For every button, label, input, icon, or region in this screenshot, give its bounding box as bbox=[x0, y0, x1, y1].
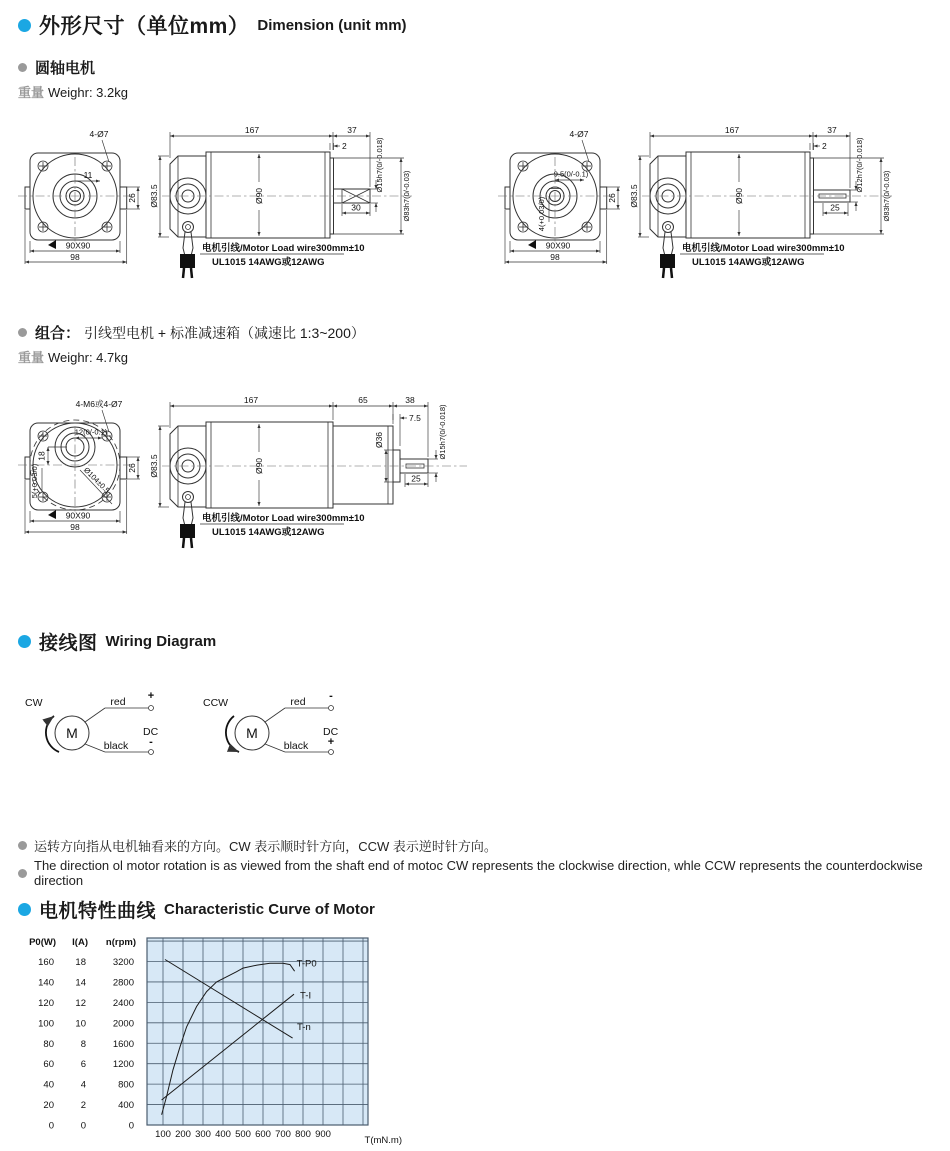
dim-pilot-dia: Ø83h7(0/-0.03) bbox=[402, 170, 411, 222]
combo-title-text: 引线型电机 + 标准减速箱（减速比 1:3~200） bbox=[84, 324, 365, 341]
y-tick-label: 4 bbox=[80, 1079, 86, 1091]
dim-pilot-len: 2 bbox=[822, 141, 827, 151]
wire-black-label: black bbox=[103, 740, 129, 752]
y-tick-label: 0 bbox=[128, 1120, 134, 1132]
characteristic-curve-chart bbox=[8, 926, 408, 1151]
dim-boss-len: 7.5 bbox=[409, 413, 421, 423]
section-bullet-icon bbox=[18, 903, 31, 916]
dim-key-depth: 9.5(0/-0.1) bbox=[553, 169, 589, 179]
y-tick-label: 2000 bbox=[112, 1018, 134, 1030]
combo-title-label: 组合： bbox=[35, 325, 81, 342]
wire-label-1: 电机引线/Motor Load wire300mm±10 bbox=[202, 513, 365, 524]
rotation-note-en bbox=[18, 858, 950, 888]
section-title-en: Dimension (unit mm) bbox=[257, 16, 407, 34]
rotation-direction-label: CW bbox=[25, 697, 43, 709]
y-tick-label: 800 bbox=[118, 1079, 134, 1091]
weight-value: Weighr: 3.2kg bbox=[48, 85, 128, 100]
side-view bbox=[629, 125, 892, 278]
dim-inner: 90X90 bbox=[545, 240, 571, 251]
dim-shaft-len: 38 bbox=[405, 395, 415, 405]
x-tick-label: 900 bbox=[315, 1129, 331, 1140]
y-axis-header: n(rpm) bbox=[105, 937, 136, 948]
dim-flange-dia: Ø83.5 bbox=[149, 184, 159, 208]
curve-section-header bbox=[18, 896, 375, 923]
dim-shaft-dia: Ø15h7(0/-0.018) bbox=[375, 137, 384, 193]
y-axis-header: I(A) bbox=[72, 937, 88, 948]
wire-label-1: 电机引线/Motor Load wire300mm±10 bbox=[202, 243, 365, 254]
round-shaft-subheader bbox=[18, 57, 95, 78]
section-bullet-icon bbox=[18, 19, 31, 32]
y-tick-label: 8 bbox=[80, 1038, 86, 1050]
dim-length: 167 bbox=[244, 125, 260, 135]
dim-holes: 4-Ø7 bbox=[89, 129, 109, 139]
x-tick-label: 800 bbox=[295, 1129, 311, 1140]
terminal-sign-bottom: - bbox=[149, 736, 153, 748]
y-tick-label: 12 bbox=[75, 997, 86, 1009]
subsection-bullet-icon bbox=[18, 328, 27, 337]
dim-bolt-circle: Ø104±0.5 bbox=[81, 465, 112, 496]
y-tick-label: 140 bbox=[38, 977, 54, 989]
y-tick-label: 160 bbox=[38, 957, 54, 969]
dim-key-len: 30 bbox=[351, 202, 361, 213]
dim-offset: 18 bbox=[36, 451, 47, 461]
y-axis-header: P0(W) bbox=[29, 937, 56, 948]
dim-tab: 26 bbox=[127, 193, 137, 203]
wiring-section-header bbox=[18, 628, 216, 655]
series-label-t-n: T-n bbox=[297, 1021, 311, 1033]
note-bullet-icon bbox=[18, 869, 27, 878]
dim-pilot-len: 2 bbox=[342, 141, 347, 151]
x-tick-label: 400 bbox=[215, 1129, 231, 1140]
dim-boss-dia: Ø36 bbox=[374, 431, 384, 449]
dim-tab: 26 bbox=[127, 463, 137, 473]
wire-red-label: red bbox=[110, 696, 126, 708]
wire-label-2: UL1015 14AWG或12AWG bbox=[212, 527, 325, 538]
dim-tab: 26 bbox=[607, 193, 617, 203]
curve-title-en: Characteristic Curve of Motor bbox=[164, 901, 375, 918]
y-tick-label: 6 bbox=[80, 1059, 86, 1071]
dimension-section-header bbox=[18, 10, 407, 40]
wiring-title-en: Wiring Diagram bbox=[105, 633, 217, 650]
dim-pilot-dia: Ø83h7(0/-0.03) bbox=[882, 170, 891, 222]
dim-shaft-len: 37 bbox=[827, 125, 837, 135]
dim-shaft-dia: Ø15h7(0/-0.018) bbox=[438, 404, 447, 460]
plot-background bbox=[147, 938, 368, 1125]
dim-outer: 98 bbox=[70, 252, 80, 262]
wire-black-label: black bbox=[283, 740, 309, 752]
cw-circuit bbox=[25, 690, 159, 755]
series-label-t-i: T-I bbox=[300, 990, 312, 1002]
y-tick-label: 3200 bbox=[112, 957, 134, 969]
combo-drawing bbox=[12, 380, 487, 568]
x-tick-label: 200 bbox=[175, 1129, 191, 1140]
y-tick-label: 1200 bbox=[112, 1059, 134, 1071]
section-title-cn: 外形尺寸（单位mm） bbox=[39, 15, 250, 38]
y-tick-label: 20 bbox=[43, 1100, 54, 1112]
wire-label-2: UL1015 14AWG或12AWG bbox=[692, 257, 805, 268]
y-tick-label: 2400 bbox=[112, 997, 134, 1009]
y-tick-label: 40 bbox=[43, 1079, 54, 1091]
y-tick-label: 14 bbox=[75, 977, 86, 989]
dim-inner: 90X90 bbox=[65, 240, 91, 251]
round-shaft-title: 圆轴电机 bbox=[35, 60, 96, 77]
y-tick-label: 0 bbox=[48, 1120, 54, 1132]
y-tick-label: 10 bbox=[75, 1018, 86, 1030]
dim-outer: 98 bbox=[550, 252, 560, 262]
x-tick-label: 500 bbox=[235, 1129, 251, 1140]
y-tick-label: 0 bbox=[80, 1120, 86, 1132]
ccw-circuit bbox=[203, 690, 339, 755]
dim-length: 167 bbox=[724, 125, 740, 135]
y-tick-label: 400 bbox=[118, 1100, 134, 1112]
weight-value: Weighr: 4.7kg bbox=[48, 350, 128, 365]
dim-flange-dia: Ø83.5 bbox=[149, 454, 159, 478]
dim-shaft-dia: Ø12h7(0/-0.018) bbox=[855, 137, 864, 193]
y-tick-label: 18 bbox=[75, 957, 86, 969]
x-tick-label: 600 bbox=[255, 1129, 271, 1140]
side-view bbox=[149, 395, 467, 548]
dim-holes: 4-M6或4-Ø7 bbox=[75, 399, 123, 409]
motor-symbol: M bbox=[246, 725, 258, 741]
front-view bbox=[18, 129, 140, 264]
front-view bbox=[18, 399, 140, 534]
wire-red-label: red bbox=[290, 696, 306, 708]
x-tick-label: 100 bbox=[155, 1129, 171, 1140]
dim-key-len: 25 bbox=[411, 473, 421, 484]
dim-body-dia: Ø90 bbox=[254, 187, 264, 205]
dim-key-width: 5(+0.03/0) bbox=[30, 463, 39, 499]
wire-label-2: UL1015 14AWG或12AWG bbox=[212, 257, 325, 268]
terminal-sign-top: + bbox=[147, 690, 155, 702]
curve-title-cn: 电机特性曲线 bbox=[39, 901, 157, 922]
dim-hub: 11 bbox=[83, 170, 93, 180]
weight-label: 重量 bbox=[18, 350, 45, 365]
y-tick-label: 1600 bbox=[112, 1038, 134, 1050]
wire-label-1: 电机引线/Motor Load wire300mm±10 bbox=[682, 243, 845, 254]
rotation-note-cn bbox=[18, 836, 497, 855]
x-tick-label: 700 bbox=[275, 1129, 291, 1140]
weight-line-2 bbox=[18, 347, 128, 366]
side-view bbox=[149, 125, 412, 278]
weight-line-1 bbox=[18, 82, 128, 101]
subsection-bullet-icon bbox=[18, 63, 27, 72]
dim-outer: 98 bbox=[70, 522, 80, 532]
motor-drawing-1 bbox=[12, 110, 477, 298]
dim-flange-dia: Ø83.5 bbox=[629, 184, 639, 208]
note-bullet-icon bbox=[18, 841, 27, 850]
y-tick-label: 80 bbox=[43, 1038, 54, 1050]
dim-gear-len: 65 bbox=[358, 395, 368, 405]
dim-length: 167 bbox=[243, 395, 259, 405]
dim-body-dia: Ø90 bbox=[254, 457, 264, 475]
dim-shaft-len: 37 bbox=[347, 125, 357, 135]
y-tick-label: 100 bbox=[38, 1018, 54, 1030]
dim-holes: 4-Ø7 bbox=[569, 129, 589, 139]
y-tick-label: 60 bbox=[43, 1059, 54, 1071]
front-view bbox=[498, 129, 620, 264]
motor-drawing-2 bbox=[492, 110, 950, 298]
y-tick-label: 120 bbox=[38, 997, 54, 1009]
combo-subheader bbox=[18, 322, 365, 343]
x-axis-label: T(mN.m) bbox=[364, 1135, 402, 1146]
dim-key-depth: 12(0/-0.1) bbox=[74, 427, 108, 437]
series-label-t-p0: T-P0 bbox=[296, 958, 317, 970]
dim-body-dia: Ø90 bbox=[734, 187, 744, 205]
note-text-en: The direction ol motor rotation is as viewed from the shaft end of motoc CW represents the clockwise direction, whle CCW represents the counterdockwise direction bbox=[34, 858, 923, 888]
chart-plot-area bbox=[29, 937, 402, 1146]
rotation-direction-label: CCW bbox=[203, 697, 229, 709]
dim-key-len: 25 bbox=[830, 202, 840, 213]
supply-label: DC bbox=[143, 726, 159, 738]
motor-symbol: M bbox=[66, 725, 78, 741]
terminal-sign-top: - bbox=[329, 690, 333, 702]
wiring-title-cn: 接线图 bbox=[39, 633, 98, 654]
wiring-diagram bbox=[12, 688, 382, 788]
weight-label: 重量 bbox=[18, 85, 45, 100]
terminal-sign-bottom: + bbox=[327, 736, 335, 748]
note-text-cn: 运转方向指从电机轴看来的方向。CW 表示顺时针方向，CCW 表示逆时针方向。 bbox=[34, 839, 497, 854]
section-bullet-icon bbox=[18, 635, 31, 648]
y-tick-label: 2 bbox=[80, 1100, 86, 1112]
y-tick-label: 2800 bbox=[112, 977, 134, 989]
dim-key-width: 4(+0.03/0) bbox=[537, 196, 546, 232]
supply-label: DC bbox=[323, 726, 339, 738]
x-tick-label: 300 bbox=[195, 1129, 211, 1140]
dim-inner: 90X90 bbox=[65, 510, 91, 521]
